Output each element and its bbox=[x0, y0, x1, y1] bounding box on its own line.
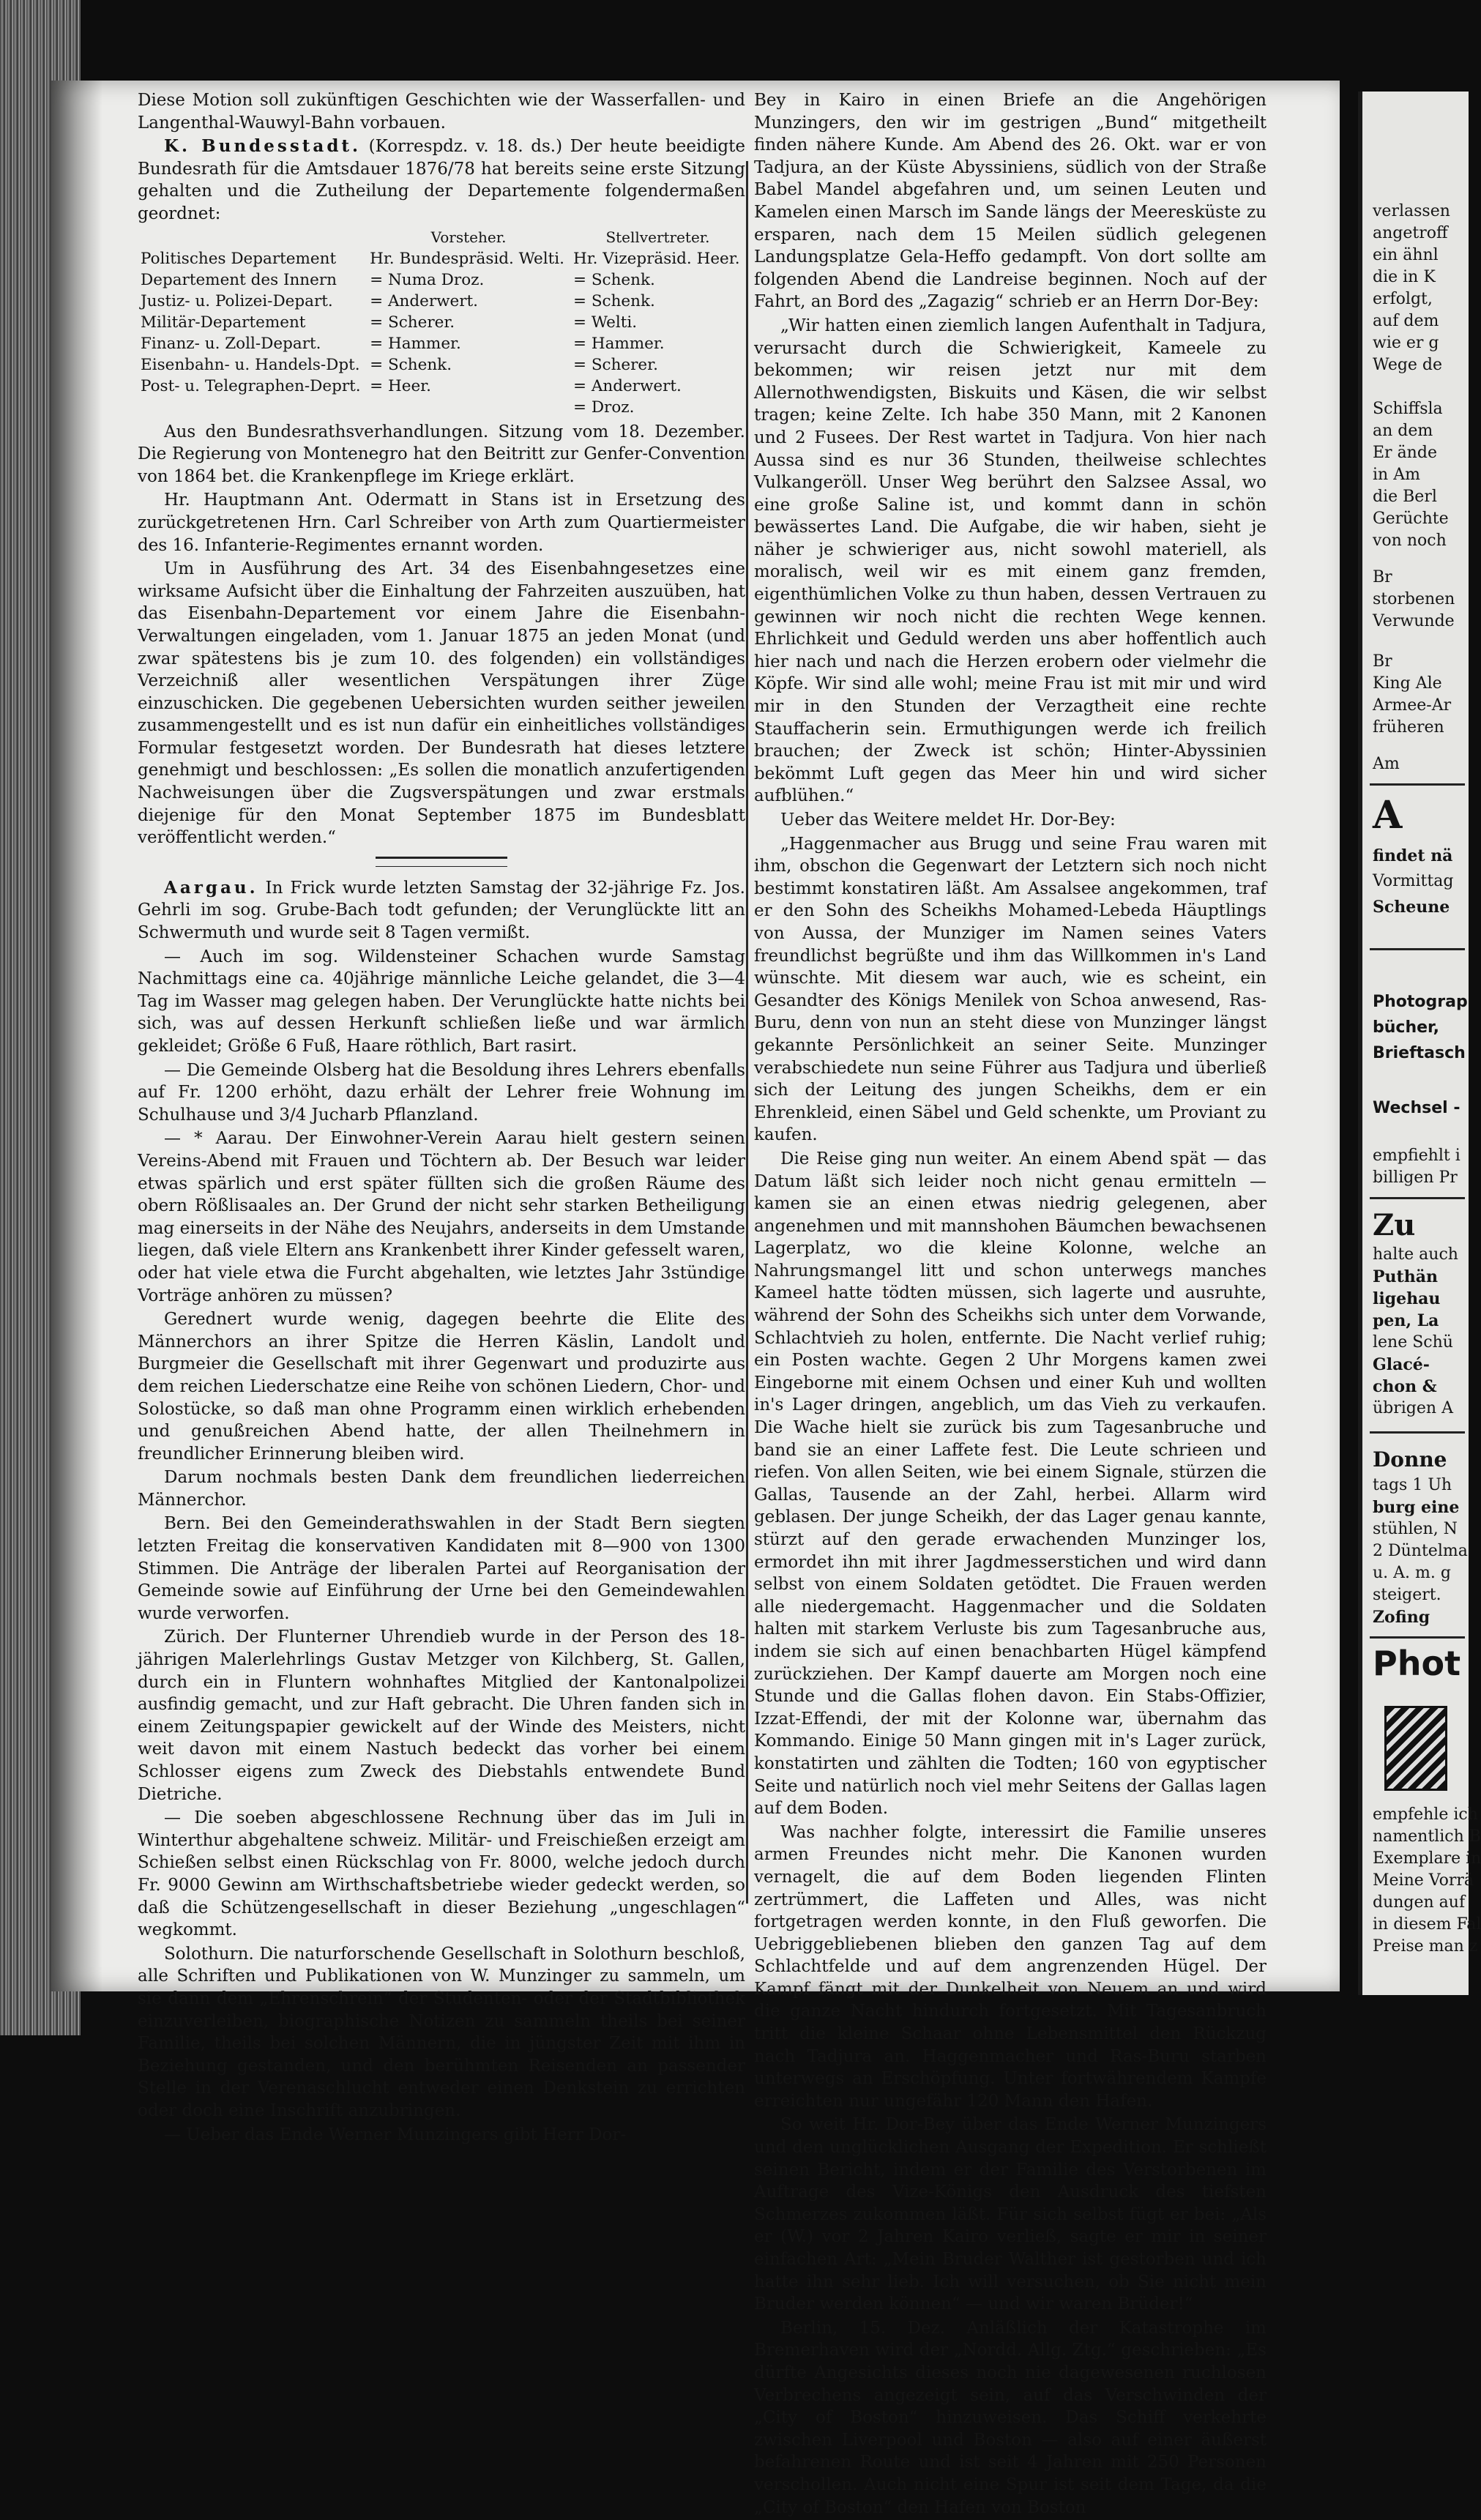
gutter-shadow bbox=[51, 81, 102, 1991]
cell: = Droz. bbox=[572, 398, 635, 417]
divider-rule bbox=[1370, 948, 1465, 950]
fragment: Br bbox=[1373, 568, 1392, 586]
fragment: pen, La bbox=[1373, 1311, 1439, 1330]
paragraph bbox=[138, 135, 745, 225]
cell: Justiz- u. Polizei-Depart. bbox=[141, 291, 333, 310]
cell: = Heer. bbox=[370, 376, 431, 395]
fragment: wie er g bbox=[1373, 334, 1439, 352]
cell: Politisches Departement bbox=[141, 249, 337, 268]
table-header-stellvertreter: Stellvertreter. bbox=[605, 228, 710, 246]
paragraph: Hr. Hauptmann Ant. Odermatt in Stans ist in Ersetzung des zurückgetretenen Hrn. Carl Schreiber von Arth zum Quartiermeister des 16. Infanterie-Regimentes ernannt worden. bbox=[138, 491, 745, 555]
cell: Hr. Vizepräsid. Heer. bbox=[572, 249, 740, 268]
fragment: empfehle ich bbox=[1373, 1805, 1478, 1824]
fragment: Gerüchte bbox=[1373, 510, 1449, 528]
fragment: die Berl bbox=[1373, 488, 1437, 506]
paragraph: — Die soeben abgeschlossene Rechnung über das im Juli in Winterthur abgehaltene schweiz. Militär- und Freischießen erzeigt am Schießen selbst einen Rückschlag von Fr. 8000, welche jedoch durch Fr. 9000 Gewinn am Wirthschaftsbetriebe wieder gedeckt werden, so daß die Schützengesellschaft in dieser Beziehung „ungeschlagen“ wegkommt. bbox=[138, 1808, 745, 1940]
fragment: ein ähnl bbox=[1373, 246, 1439, 264]
fragment: dungen auf bbox=[1373, 1893, 1466, 1912]
paragraph: „Haggenmacher aus Brugg und seine Frau waren mit ihm, obschon die Gegenwart der Letztern sich noch nicht bestimmt konstatiren läßt. Am Assalsee angekommen, traf er den Sohn des Scheikhs Mohamed-Lebeda Häuptlings von Aussa, der Munziger im Namen seines Vaters freundlichst begrüßte und ihm das Willkommen in's Land wünschte. Mit diesem war auch, wie es scheint, ein Gesandter des Königs Menilek von Schoa anwesend, Ras-Buru, denn von nun an steht diese von Munzinger längst gekannte Persönlichkeit an seiner Seite. Munzinger verabschiedete nun seine Führer aus Tadjura und überließ sich der Leitung des jungen Scheikhs, dem er ein Ehrenkleid, einen Säbel und Geld schenkte, um Proviant zu kaufen. bbox=[754, 834, 1267, 1145]
cell: = Hammer. bbox=[572, 334, 665, 353]
department-table bbox=[138, 227, 745, 418]
fragment: tags 1 Uh bbox=[1373, 1476, 1452, 1494]
fragment: findet nä bbox=[1373, 846, 1453, 865]
fragment: Wege de bbox=[1373, 356, 1443, 374]
cell: = Anderwert. bbox=[370, 291, 478, 310]
paragraph: Zürich. Der Flunterner Uhrendieb wurde in der Person des 18-jährigen Malerlehrlings Gustav Metzger von Kilchberg, St. Gallen, durch ein in Fluntern wohnhaftes Mitglied der Kantonalpolizei ausfindig gemacht, und zur Haft gebracht. Die Uhren fanden sich in einem Zeitungspapier gewickelt auf der Winde des Meisters, nicht weit davon mit einem Nastuch bedeckt das vorher bei einem Schlosser eigens zum Zweck des Diebstahls entwendete Bund Dietriche. bbox=[138, 1628, 745, 1804]
paragraph: — * Aarau. Der Einwohner-Verein Aarau hielt gestern seinen Vereins-Abend mit Frauen und Töchtern ab. Der Besuch war leider etwas spärlich und erst später füllten sich die großen Räume des obern Rößlisaales an. Der Grund der nicht sehr starken Betheiligung mag einerseits in der Nähe des Neujahrs, anderseits in dem Umstande liegen, daß viele Eltern ans Krankenbett ihrer Kinder gefesselt waren, oder hat viele etwa die Furcht abgehalten, wie letztes Jahr 3stündige Vorträge anhören zu müssen? bbox=[138, 1129, 745, 1305]
cell bbox=[367, 397, 570, 418]
paragraph: „Wir hatten einen ziemlich langen Aufenthalt in Tadjura, verursacht durch die Schwierigkeit, Kameele zu bekommen; wir reisen jetzt nur mit dem Allernothwendigsten, Biskuits und Käsen, die wir selbst tragen; keine Zelte. Ich habe 350 Mann, mit 2 Kanonen und 2 Fusees. Der Rest wartet in Tadjura. Von hier nach Aussa sind es nur 36 Stunden, theilweise schlechtes Vulkangeröll. Unser Weg berührt den Salzsee Assal, wo eine große Saline ist, und kommt dann in schön bewässertes Land. Die Aufgabe, die wir haben, sieht je näher je schwieriger aus, nicht sowohl materiell, als moralisch, weil wir es mit einem ganz fremden, eigenthümlichen Volke zu thun haben, dessen Vertrauen zu gewinnen wir noch nicht die rechten Wege kennen. Ehrlichkeit und Geduld werden uns aber hoffentlich auch hier nach und nach die Herzen erobern oder vielmehr die Köpfe. Wir sind alle wohl; meine Frau ist mit mir und wird mir in den Stunden der Verzagtheit eine rechte Stauffacherin sein. Ermuthigungen werde ich freilich brauchen; der Zweck ist schön; Hinter-Abyssinien bekömmt Luft gegen das Meer hin und wird sicher aufblühen.“ bbox=[754, 316, 1267, 806]
divider-rule bbox=[1370, 1636, 1465, 1639]
divider-rule bbox=[1370, 783, 1465, 786]
fragment: namentlich B bbox=[1373, 1827, 1481, 1846]
paragraph: Bey in Kairo in einen Briefe an die Angehörigen Munzingers, den wir im gestrigen „Bund“ mitgetheilt finden nähere Kunde. Am Abend des 26. Okt. war er von Tadjura, an der Küste Abyssiniens, südlich von der Straße Babel Mandel abgefahren und, um seinen Leuten und Kamelen einen Marsch im Sande längs der Meeresküste zu ersparen, nach dem 15 Meilen südlich gelegenen Landungsplatze Gela-Heffo gedampft. Von dort sollte am folgenden Abend die Landreise beginnen. Noch auf der Fahrt, an Bord des „Zagazig“ schrieb er an Herrn Dor-Bey: bbox=[754, 91, 1267, 312]
cell: = Schenk. bbox=[572, 291, 655, 310]
left-column bbox=[138, 89, 745, 2147]
fragment: Brieftasch bbox=[1373, 1044, 1466, 1062]
paragraph: So weit Hr. Dor-Bey über das Ende Werner Munzingers und den unglücklichen Ausgang der Expedition. Er schließt seinen Bericht, indem er der Familie des Verstorbenen im Auftrage des Vize-Königs den Ausdruck des tiefsten Schmerzes zukommen läßt. Für sich selbst fügt er bei: „Als er (W.) vor 2 Jahren Kairo verließ, sagte er mir in seiner einfachen Art: „Mein Bruder Walther ist gestorben und ich hatte ihn sehr lieb. Ich will versuchen, ob Sie nicht mein Bruder werden können“ — und wir waren Brüder!“ bbox=[754, 2115, 1267, 2314]
fragment: Exemplare in bbox=[1373, 1849, 1481, 1868]
paragraph: Berlin, 15. Dez. Anläßlich der Katastrophe im Bremerhaven wird der „Nordd. Allg. Ztg.“ geschrieben: „Es dürfte Angesichts dieses noch nie dagewesenen ruchlosen Verbrechens angezeigt sein, auf das Verschwinden der „City of Boston“ hinzuweisen. Das Schiff verkehrte zwischen Liverpool und Boston — also auf einer äußerst befahrenen Route und ist seit 4 Jahren mit 250 Personen verschollen. Auch nicht eine Spur ist seit dem Tage, da die „City of Boston“ den Hafen von Boston bbox=[754, 2318, 1267, 2517]
table-row bbox=[138, 312, 745, 333]
paragraph: Die Reise ging nun weiter. An einem Abend spät — das Datum läßt sich leider noch nicht genau ermitteln — kamen sie an einen etwas niedrig gelegenen, aber angenehmen und mit mannshohen Bäumchen bewachsenen Lagerplatz, wo die kleine Kolonne, welche an Nahrungsmangel litt und schon unterwegs manches Kameel hatte tödten müssen, sich lagerte und ausruhte, während der Sohn des Scheikhs sich unter dem Vorwande, Schlachtvieh zu holen, entfernte. Die Nacht verlief ruhig; ein Posten wachte. Gegen 2 Uhr Morgens kamen zwei Eingeborne mit einem Ochsen und einer Kuh und wollten in's Lager dringen, angeblich, um das Vieh zu verkaufen. Die Wache hielt sie zurück bis zum Tagesanbruche und band sie an einer Laffete fest. Die Leute schrieen und riefen. Von allen Seiten, wie bei einem Signale, stürzen die Gallas, Tausende an der Zahl, herbei. Allarm wird geblasen. Der junge Scheikh, der das Lager genau kannte, stürzt auf den gerade erwachenden Munzinger los, ermordet ihn mit ihrer Jagdmesserstichen und wird dann selbst von einem Soldaten getödtet. Die Frauen werden alle niedergemacht. Haggenmacher und die Soldaten halten mit starkem Verluste bis zum Tagesanbruche aus, indem sie sich auf einen benachbarten Hügel kämpfend zurückziehen. Der Kampf dauerte am Morgen noch eine Stunde und die Gallas flohen davon. Ein Stabs-Offizier, Izzat-Effendi, der mit der Kolonne war, übernahm das Kommando. Einige 50 Mann gingen mit in's Lager zurück, konstatirten und zählten die Todten; 160 von egyptischer Seite und natürlich noch viel mehr Seitens der Gallas lagen auf dem Boden. bbox=[754, 1149, 1267, 1819]
fragment: in diesem Fal bbox=[1373, 1915, 1481, 1934]
paragraph: Bern. Bei den Gemeinderathswahlen in der Stadt Bern siegten letzten Freitag die konservativen Kandidaten mit 8—900 von 1300 Stimmen. Die Anträge der liberalen Partei auf Reorganisation der Gemeinde sowie auf Einführung der Urne bei den Gemeindewahlen wurde verworfen. bbox=[138, 1514, 745, 1623]
fragment: storbenen bbox=[1373, 590, 1455, 608]
fragment: Br bbox=[1373, 652, 1392, 671]
middle-column bbox=[754, 89, 1267, 2520]
paragraph: Solothurn. Die naturforschende Gesellschaft in Solothurn beschloß, alle Schriften und Publikationen von W. Munzinger zu sammeln, um sie dann dem „Ehrenschrein“ der Studenten- oder der Stadtbibliothek einzuverleiben, biographische Notizen zu sammeln theils bei seiner Familie, theils bei solchen Männern, die in jüngster Zeit mit ihm in Beziehung gestanden, und den berühmten Reisenden an passender Stelle in der Verenaschlucht entweder einen Denkstein zu errichten oder doch eine Inschrift anzubringen. bbox=[138, 1944, 745, 2120]
cell: Militär-Departement bbox=[141, 313, 306, 332]
fragment: u. A. m. g bbox=[1373, 1564, 1451, 1582]
table-header-vorsteher: Vorsteher. bbox=[430, 228, 507, 246]
paragraph bbox=[138, 877, 745, 944]
fragment: von noch bbox=[1373, 532, 1447, 550]
paragraph: Darum nochmals besten Dank dem freundlichen liederreichen Männerchor. bbox=[138, 1468, 745, 1510]
cell: = Numa Droz. bbox=[370, 270, 485, 289]
fragment: verlassen bbox=[1373, 202, 1450, 220]
fragment: Er ände bbox=[1373, 444, 1437, 462]
paragraph: Diese Motion soll zukünftigen Geschichten wie der Wasserfallen- und Langenthal-Wauwyl-Bahn vorbauen. bbox=[138, 91, 745, 133]
fragment: Schiffsla bbox=[1373, 400, 1443, 418]
cell: = Welti. bbox=[572, 313, 638, 332]
fragment: Glacé- bbox=[1373, 1355, 1430, 1374]
fragment: an dem bbox=[1373, 422, 1433, 440]
paragraph: Ueber das Weitere meldet Hr. Dor-Bey: bbox=[780, 810, 1116, 830]
fragment: Donne bbox=[1373, 1447, 1447, 1472]
paragraph-body: In Frick wurde letzten Samstag der 32-jährige Fz. Jos. Gehrli im sog. Grube-Bach todt gefunden; der Verunglückte litt an Schwermuth und wurde seit 8 Tagen vermißt. bbox=[138, 878, 745, 943]
fragment: Photograp bbox=[1373, 993, 1468, 1011]
fragment: stühlen, N bbox=[1373, 1520, 1458, 1538]
fragment: übrigen A bbox=[1373, 1399, 1453, 1417]
cell: Eisenbahn- u. Handels-Dpt. bbox=[141, 355, 360, 374]
adjacent-page-strip bbox=[1358, 92, 1481, 1995]
cell: Post- u. Telegraphen-Deprt. bbox=[141, 376, 361, 395]
fragment: lene Schü bbox=[1373, 1333, 1453, 1352]
paragraph: Was nachher folgte, interessirt die Familie unseres armen Freundes nicht mehr. Die Kanonen wurden vernagelt, die auf dem Boden liegenden Flinten zertrümmert, die Laffeten und Alles, was nicht fortgetragen werden konnte, in den Fluß geworfen. Die Uebriggebliebenen blieben den ganzen Tag auf dem Schlachtfelde und auf dem angrenzenden Hügel. Der Kampf fängt mit der Dunkelheit von Neuem an und wird die ganze Nacht hindurch fortgesetzt. Mit Tagesanbruch tritt die kleine Schaar ohne Lebensmittel den Rückzug nach Tadjura an. Haggenmacher und Ras-Buru starben unterwegs an Erschöpfung. Unter fortwährendem Kampfe erreichten nur ungefähr 120 Mann den Hafen. bbox=[754, 1822, 1267, 2111]
fragment: erfolgt, bbox=[1373, 290, 1433, 308]
paragraph: Aus den Bundesrathsverhandlungen. Sitzung vom 18. Dezember. Die Regierung von Montenegro hat den Beitritt zur Genfer-Convention von 1864 bet. die Krankenpflege im Kriege erklärt. bbox=[138, 422, 745, 486]
fragment: 2 Düntelma bbox=[1373, 1542, 1468, 1560]
fragment: empfiehlt i bbox=[1373, 1147, 1461, 1165]
fragment: ligehau bbox=[1373, 1289, 1441, 1308]
section-rule bbox=[376, 857, 507, 867]
fragment: Meine Vorrä bbox=[1373, 1871, 1474, 1890]
section-heading: K. Bundesstadt. bbox=[164, 136, 362, 157]
table-row bbox=[138, 269, 745, 291]
section-heading: Aargau. bbox=[164, 877, 258, 898]
fragment: Scheune bbox=[1373, 898, 1450, 917]
cell: Departement des Innern bbox=[141, 270, 337, 289]
cell: Hr. Bundespräsid. Welti. bbox=[370, 249, 564, 268]
fragment: steigert. bbox=[1373, 1586, 1441, 1604]
fragment: Preise man z bbox=[1373, 1937, 1478, 1956]
paragraph: — Ueber das Ende Werner Munzingers gibt Herr Dor- bbox=[164, 2125, 627, 2144]
ad-initial: A bbox=[1373, 793, 1403, 838]
cell: = Schenk. bbox=[572, 270, 655, 289]
fragment: chon & bbox=[1373, 1377, 1437, 1396]
divider-rule bbox=[1370, 1197, 1465, 1199]
fragment: die in K bbox=[1373, 268, 1436, 286]
fragment: Puthän bbox=[1373, 1267, 1438, 1286]
divider-rule bbox=[1370, 1431, 1465, 1434]
fragment: King Ale bbox=[1373, 674, 1442, 693]
fragment: Zofing bbox=[1373, 1608, 1430, 1627]
paragraph: — Auch im sog. Wildensteiner Schachen wurde Samstag Nachmittags eine ca. 40jährige männliche Leiche gelandet, die 3—4 Tag im Wasser mag gelegen haben. Der Verunglückte hatte nichts bei sich, was auf dessen Herkunft schließen ließe und war ärmlich gekleidet; Größe 6 Fuß, Haare röthlich, Bart rasirt. bbox=[138, 947, 745, 1056]
fragment: Zu bbox=[1373, 1208, 1416, 1242]
fragment: billigen Pr bbox=[1373, 1168, 1458, 1187]
cell: Finanz- u. Zoll-Depart. bbox=[141, 334, 321, 353]
paragraph-body: (Korrespdz. v. 18. ds.) Der heute beeidigte Bundesrath für die Amtsdauer 1876/78 hat bereits seine erste Sitzung gehalten und die Zutheilung der Departemente folgendermaßen geordnet: bbox=[138, 137, 746, 223]
table-row bbox=[138, 291, 745, 312]
cell: = Schenk. bbox=[370, 355, 452, 374]
column-divider bbox=[746, 161, 748, 1904]
fragment: früheren bbox=[1373, 718, 1444, 737]
fragment: in Am bbox=[1373, 466, 1420, 484]
fragment: Armee-Ar bbox=[1373, 696, 1452, 715]
fragment: Phot bbox=[1373, 1644, 1461, 1683]
fragment: angetroff bbox=[1373, 224, 1448, 242]
fragment: Verwunde bbox=[1373, 612, 1455, 630]
fragment: Vormittag bbox=[1373, 872, 1454, 890]
fragment: burg eine bbox=[1373, 1498, 1460, 1517]
fragment: Wechsel - bbox=[1373, 1099, 1461, 1117]
cell bbox=[138, 397, 367, 418]
paragraph: — Die Gemeinde Olsberg hat die Besoldung ihres Lehrers ebenfalls auf Fr. 1200 erhöht, dazu erhält der Lehrer freie Wohnung im Schulhause und 3/4 Jucharb Pflanzland. bbox=[138, 1060, 745, 1125]
cell: = Anderwert. bbox=[572, 376, 682, 395]
fragment: Am bbox=[1373, 755, 1400, 773]
table-row bbox=[138, 376, 745, 397]
camera-illustration bbox=[1384, 1706, 1447, 1791]
paragraph: Gerednert wurde wenig, dagegen beehrte die Elite des Männerchors an ihrer Spitze die Herren Käslin, Landolt und Burgmeier die Gesellschaft mit ihrer Gegenwart und produzirte aus dem reichen Liederschatze eine Reihe von schönen Liedern, Chor- und Solostücke, so daß man ohne Programm einen wirklich erhebenden und genußreichen Abend hatte, der allen Theilnehmern in freundlicher Erinnerung bleiben wird. bbox=[138, 1310, 745, 1464]
table-row bbox=[138, 354, 745, 376]
table-row bbox=[138, 397, 745, 418]
table-row bbox=[138, 248, 745, 269]
cell: = Scherer. bbox=[370, 313, 455, 332]
paragraph: Um in Ausführung des Art. 34 des Eisenbahngesetzes eine wirksame Aufsicht über die Einhaltung der Fahrzeiten auszuüben, hat das Eisenbahn-Departement vor einem Jahre die Eisenbahn-Verwaltungen eingeladen, vom 1. Januar 1875 an jeden Monat (und zwar spätestens bis je zum 10. des folgenden) ein vollständiges Verzeichniß aller wesentlichen Verspätungen ihrer Züge einzuschicken. Die gegebenen Uebersichten wurden seither jeweilen zusammengestellt und es ist nun dafür ein einheitliches vollständiges Formular festgesetzt worden. Der Bundesrath hat dieses letztere genehmigt und beschlossen: „Es sollen die monatlich anzufertigenden Nachweisungen über die Zugsverspätungen und zwar erstmals diejenige für den Monat September 1875 im Bundesblatt veröffentlicht werden.“ bbox=[138, 559, 745, 848]
fragment: halte auch bbox=[1373, 1245, 1458, 1264]
cell: = Hammer. bbox=[370, 334, 461, 353]
fragment: auf dem bbox=[1373, 312, 1439, 330]
fragment: bücher, bbox=[1373, 1018, 1440, 1037]
table-row bbox=[138, 333, 745, 354]
cell: = Scherer. bbox=[572, 355, 658, 374]
